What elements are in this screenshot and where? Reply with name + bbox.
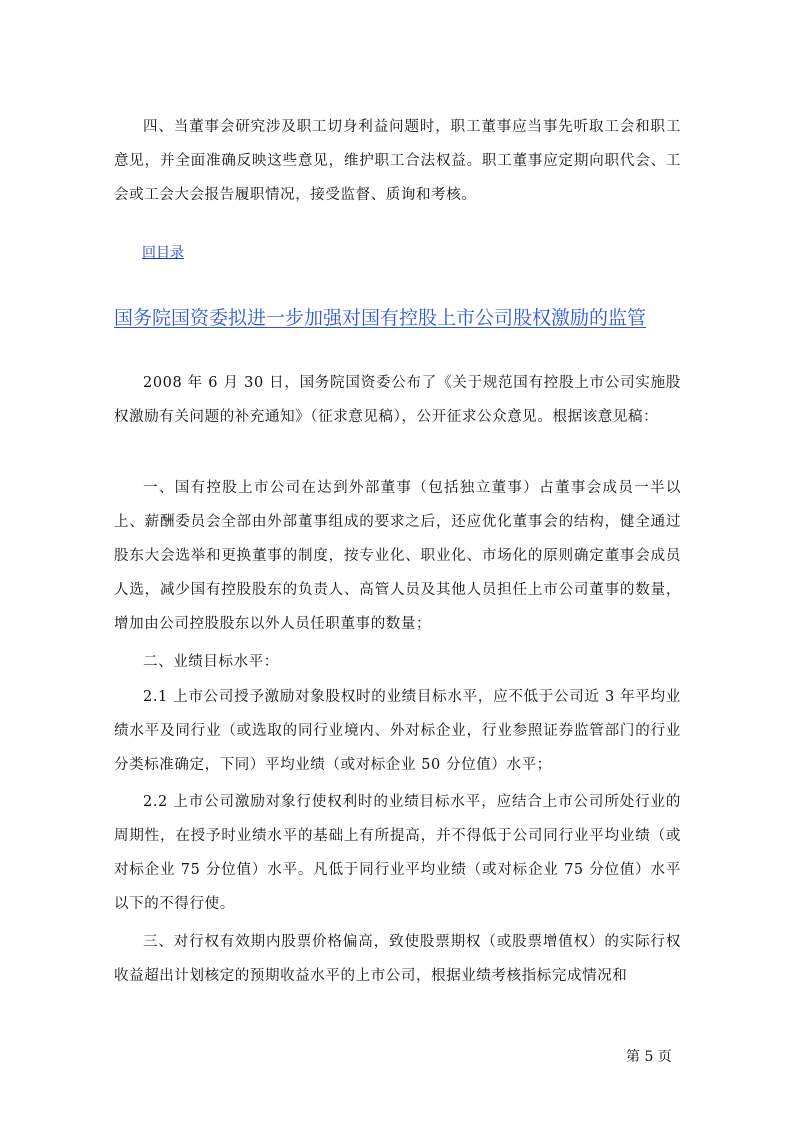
paragraph-item-2-heading: 二、业绩目标水平：	[143, 654, 279, 670]
paragraph-item-2-1: 2.1 上市公司授予激励对象股权时的业绩目标水平，应不低于公司近 3 年平均业绩水平及同行业（或选取的同行业境内、外对标企业，行业参照证券监管部门的行业分类标准确定，下同）平均业绩（或对标企业 50 分位值）水平；	[114, 689, 681, 773]
paragraph-employee-director: 四、当董事会研究涉及职工切身利益问题时，职工董事应当事先听取工会和职工意见，并全面准确反映这些意见，维护职工合法权益。职工董事应定期向职代会、工会或工会大会报告履职情况，接受监督、质询和考核。	[114, 119, 681, 203]
back-to-toc-link[interactable]: 回目录	[142, 245, 184, 261]
page-number: 第 5 页	[626, 1049, 672, 1065]
section-title-link[interactable]: 国务院国资委拟进一步加强对国有控股上市公司股权激励的监管	[114, 307, 647, 329]
paragraph-intro: 2008 年 6 月 30 日，国务院国资委公布了《关于规范国有控股上市公司实施股权激励有关问题的补充通知》（征求意见稿），公开征求公众意见。根据该意见稿：	[114, 375, 681, 425]
paragraph-item-2-2: 2.2 上市公司激励对象行使权利时的业绩目标水平，应结合上市公司所处行业的周期性，在授予时业绩水平的基础上有所提高，并不得低于公司同行业平均业绩（或对标企业 75 分位值）水平。凡低于同行业平均业绩（或对标企业 75 分位值）水平以下的不得行使。	[114, 794, 681, 912]
paragraph-item-1: 一、国有控股上市公司在达到外部董事（包括独立董事）占董事会成员一半以上、薪酬委员会全部由外部董事组成的要求之后，还应优化董事会的结构，健全通过股东大会选举和更换董事的制度，按专业化、职业化、市场化的原则确定董事会成员人选，减少国有控股股东的负责人、高管人员及其他人员担任上市公司董事的数量，增加由公司控股股东以外人员任职董事的数量；	[114, 480, 681, 632]
paragraph-item-3: 三、对行权有效期内股票价格偏高，致使股票期权（或股票增值权）的实际行权收益超出计划核定的预期收益水平的上市公司，根据业绩考核指标完成情况和	[114, 934, 681, 984]
